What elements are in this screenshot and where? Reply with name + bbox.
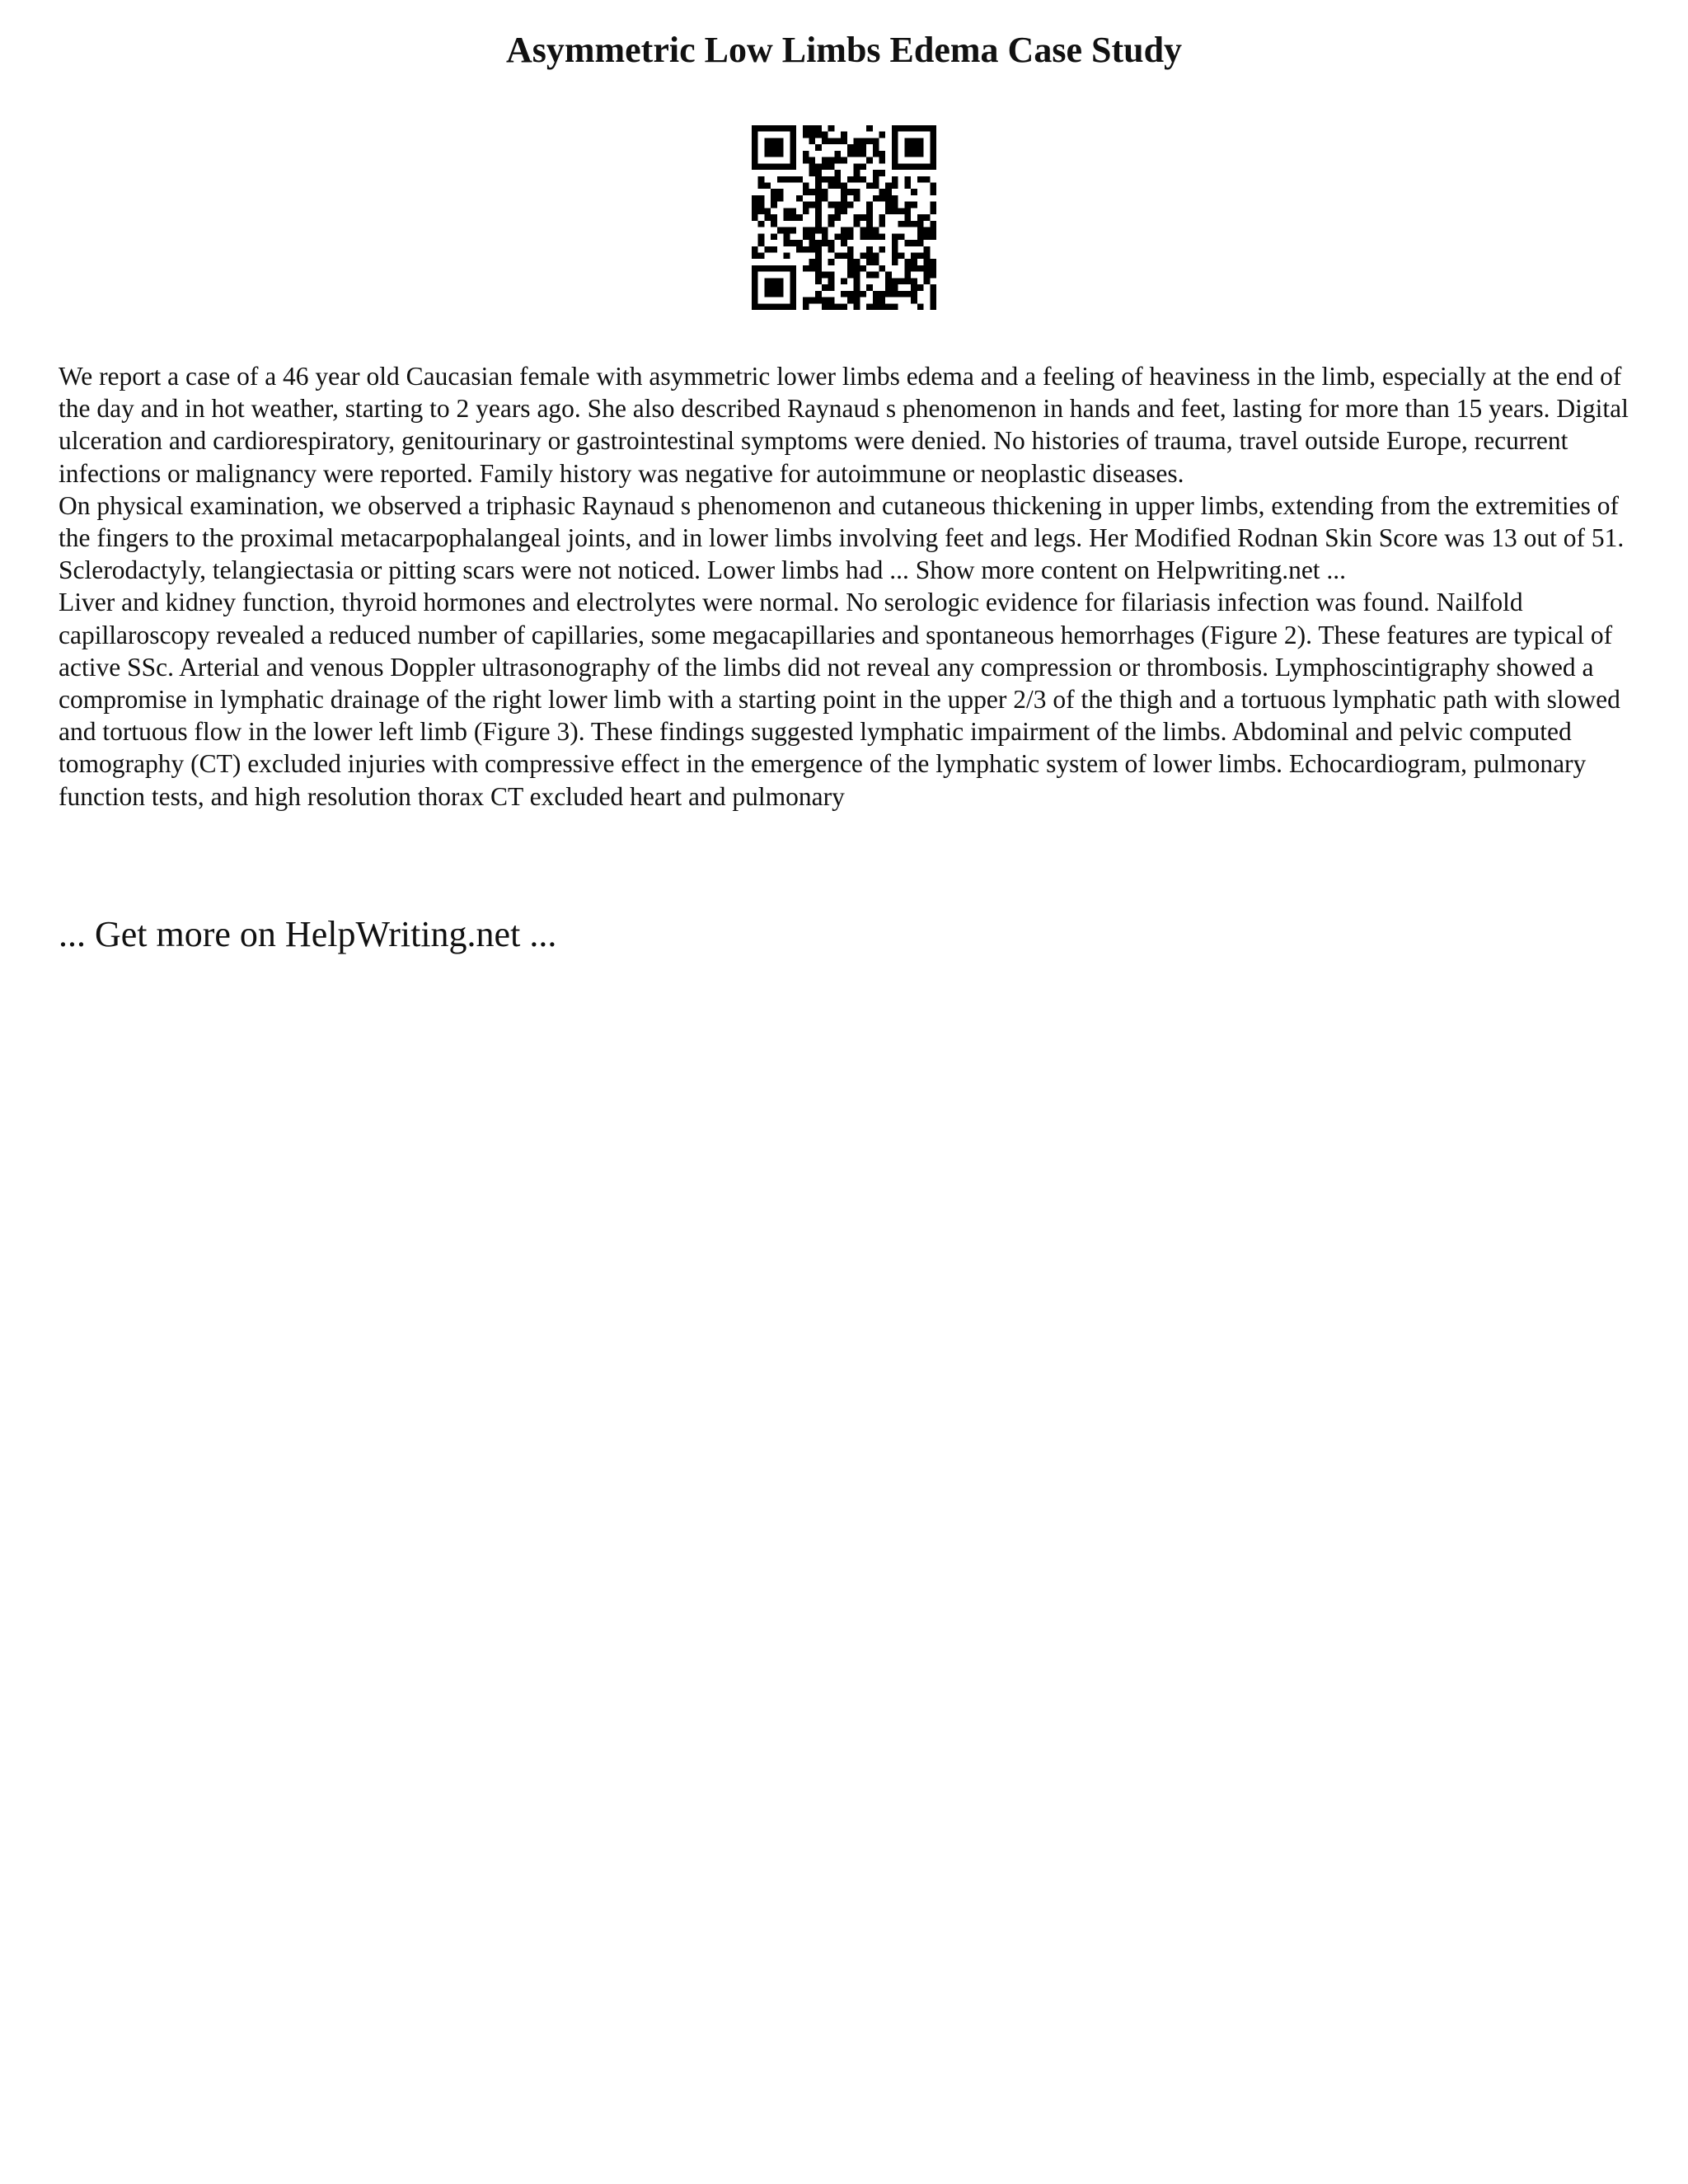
paragraph-findings: Liver and kidney function, thyroid hormones and electrolytes were normal. No serologic evidence for filariasis infection was found. Nailfold capillaroscopy revealed a reduced number of capillaries, some megacapillaries and spontaneous hemorrhages (Figure 2). These features are typical of active SSc. Arterial and venous Doppler ultrasonography of the limbs did not reveal any compression or thrombosis. Lymphoscintigraphy showed a compromise in lymphatic drainage of the right lower limb with a starting point in the upper 2/3 of the thigh and a tortuous lymphatic path with slowed and tortuous flow in the lower left limb (Figure 3). These findings suggested lymphatic impairment of the limbs. Abdominal and pelvic computed tomography (CT) excluded injuries with compressive effect in the emergence of the lymphatic system of lower limbs. Echocardiogram, pulmonary function tests, and high resolution thorax CT excluded heart and pulmonary xyxy=(59,588,1620,811)
case-study-text xyxy=(59,360,1641,813)
paragraph-examination: On physical examination, we observed a triphasic Raynaud s phenomenon and cutaneous thickening in upper limbs, extending from the extremities of the fingers to the proximal metacarpophalangeal joints, and in lower limbs involving feet and legs. Her Modified Rodnan Skin Score was 13 out of 51. Sclerodactyly, telangiectasia or pitting scars were not noticed. Lower limbs had ... Show more content on Helpwriting.net ... xyxy=(59,490,1625,585)
paragraph-history: We report a case of a 46 year old Caucasian female with asymmetric lower limbs edema and a feeling of heaviness in the limb, especially at the end of the day and in hot weather, starting to 2 years ago. She also described Raynaud s phenomenon in hands and feet, lasting for more than 15 years. Digital ulceration and cardiorespiratory, genitourinary or gastrointestinal symptoms were denied. No histories of trauma, travel outside Europe, recurrent infections or malignancy were reported. Family history was negative for autoimmune or neoplastic diseases. xyxy=(59,362,1629,488)
qr-code-icon xyxy=(752,125,936,310)
document-title: Asymmetric Low Limbs Edema Case Study xyxy=(505,30,1183,70)
get-more-link[interactable]: ... Get more on HelpWriting.net ... xyxy=(59,914,557,954)
qr-code xyxy=(752,125,936,310)
